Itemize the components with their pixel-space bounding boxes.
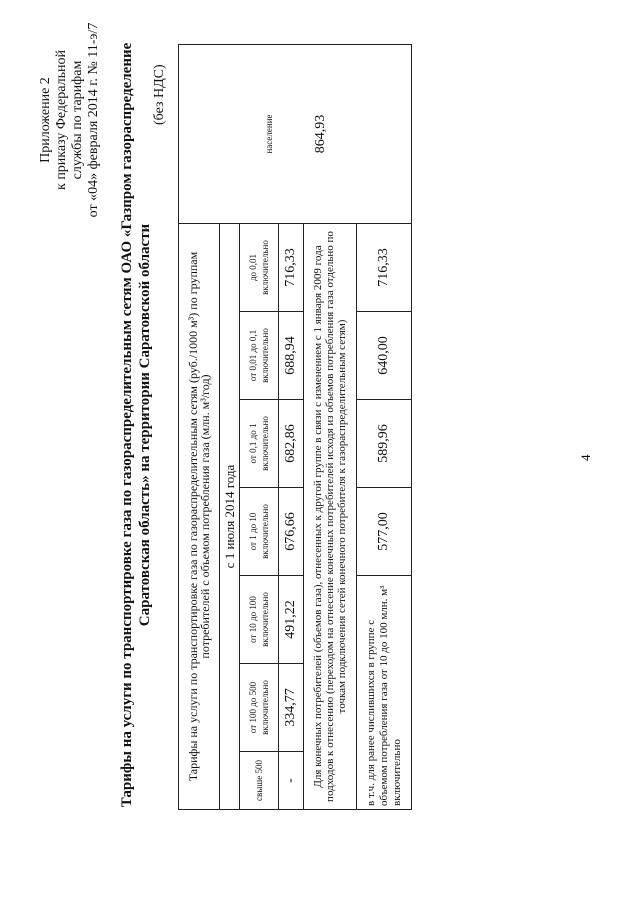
subgroup-value: 589,96 — [357, 400, 412, 488]
tariff-value: 676,66 — [279, 488, 304, 576]
tariff-table — [178, 44, 412, 810]
subgroup-label: в т.ч. для ранее числившихся в группе с объемом потребления газа от 10 до 100 млн. м³ включительно — [357, 576, 412, 810]
category-header: от 0,1 до 1 включительно — [240, 400, 279, 488]
subgroup-value: 716,33 — [357, 224, 412, 312]
subgroup-value: 577,00 — [357, 488, 412, 576]
subgroup-value: 640,00 — [357, 312, 412, 400]
population-header: население — [264, 114, 274, 154]
appendix-line-3: службы по тарифам — [70, 60, 85, 180]
tariff-value: 334,77 — [279, 664, 304, 752]
appendix-block — [38, 20, 102, 220]
population-value: 864,93 — [313, 114, 328, 154]
vat-note: (без НДС) — [152, 64, 167, 125]
title-line-1: Тарифы на услуги по транспортировке газа по газораспределительным сетям ОАО «Газпром газораспределение — [119, 42, 135, 808]
table-period: с 1 июля 2014 года — [220, 224, 240, 810]
title-line-2: Саратовская область» на территории Саратовской области — [137, 223, 153, 627]
category-header: от 0,01 до 0,1 включительно — [240, 312, 279, 400]
population-column — [179, 45, 412, 224]
page-number: 4 — [578, 454, 593, 461]
category-header: от 100 до 500 включительно — [240, 664, 279, 752]
reclassification-note: Для конечных потребителей (объемов газа), отнесенных к другой группе в связи с изменением с 1 января 2009 года подходов к отнесению (переходом на отнесение конечных потребителей исходя из объемов потребления газа отдельно по точкам подключения сетей конечного потребителя к газораспределительным сетям) — [304, 224, 357, 810]
tariff-value: - — [279, 752, 304, 810]
appendix-line-4: от «04» февраля 2014 г. № 11-э/7 — [86, 22, 101, 218]
table-header: Тарифы на услуги по транспортировке газа по газораспределительным сетям (руб./1000 м³) по группам потребителей с объемом потребления газа (млн. м³/год) — [179, 224, 220, 810]
appendix-line-1: Приложение 2 — [38, 77, 53, 163]
category-header: от 10 до 100 включительно — [240, 576, 279, 664]
tariff-value: 716,33 — [279, 224, 304, 312]
category-header: до 0,01 включительно — [240, 224, 279, 312]
tariff-value: 682,86 — [279, 400, 304, 488]
document-title — [118, 35, 154, 815]
category-header: от 1 до 10 включительно — [240, 488, 279, 576]
appendix-line-2: к приказу Федеральной — [54, 50, 69, 190]
tariff-value: 491,22 — [279, 576, 304, 664]
category-header: свыше 500 — [240, 752, 279, 810]
tariff-value: 688,94 — [279, 312, 304, 400]
